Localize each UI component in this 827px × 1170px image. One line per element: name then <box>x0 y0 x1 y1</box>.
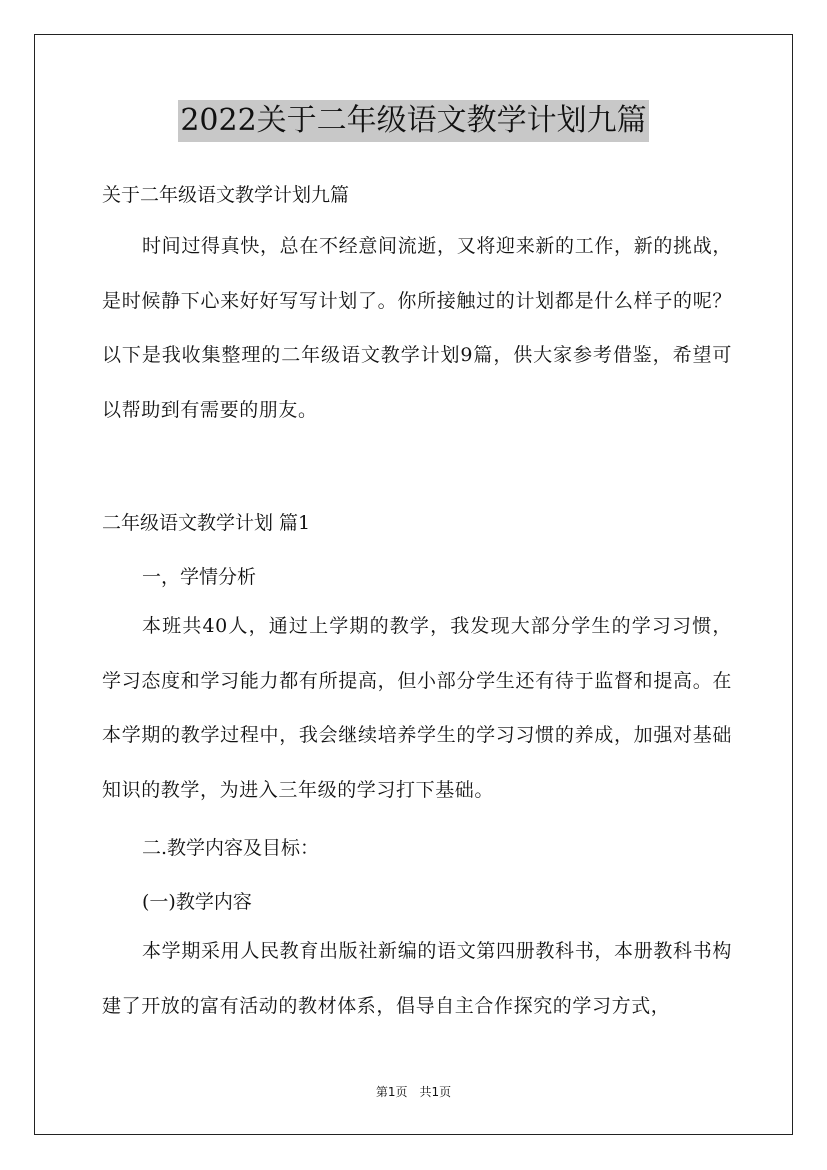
analysis-paragraph: 本班共40人，通过上学期的教学，我发现大部分学生的学习习惯，学习态度和学习能力都有所提高，但小部分学生还有待于监督和提高。在本学期的教学过程中，我会继续培养学生的学习习惯的养成，加强对基础知识的教学，为进入三年级的学习打下基础。 <box>102 615 732 801</box>
title-container <box>0 100 827 142</box>
document-title: 2022关于二年级语文教学计划九篇 <box>178 100 648 142</box>
subsection-heading-content: (一)教学内容 <box>142 891 252 913</box>
page-footer: 第1页 共1页 <box>375 1085 452 1099</box>
subsection-heading-analysis: 一，学情分析 <box>142 566 257 588</box>
intro-paragraph: 时间过得真快，总在不经意间流逝，又将迎来新的工作，新的挑战，是时候静下心来好好写写计划了。你所接触过的计划都是什么样子的呢？以下是我收集整理的二年级语文教学计划9篇，供大家参考借鉴，希望可以帮助到有需要的朋友。 <box>102 235 732 421</box>
document-subtitle: 关于二年级语文教学计划九篇 <box>102 184 350 206</box>
section-heading: 二年级语文教学计划 篇1 <box>102 512 311 534</box>
content-paragraph: 本学期采用人民教育出版社新编的语文第四册教科书，本册教科书构建了开放的富有活动的教材体系，倡导自主合作探究的学习方式， <box>102 940 732 1017</box>
subsection-heading-content-goals: 二.教学内容及目标： <box>142 837 320 859</box>
